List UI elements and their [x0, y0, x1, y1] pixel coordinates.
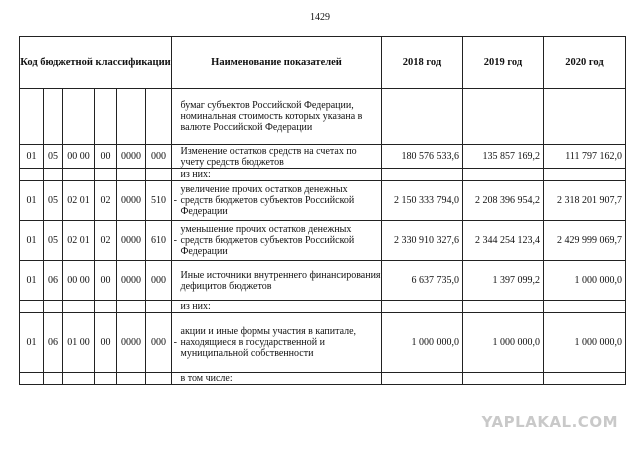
value-cell-2019: 2 208 396 954,2 — [463, 181, 544, 221]
indicator-name-cell: в том числе: — [179, 373, 382, 385]
table-row — [20, 301, 626, 313]
code-cell: 02 — [95, 221, 117, 261]
code-cell — [117, 301, 146, 313]
page-number: 1429 — [310, 12, 330, 23]
value-cell-2018: 2 330 910 327,6 — [382, 221, 463, 261]
dash-cell — [172, 301, 179, 313]
value-cell-2019 — [463, 301, 544, 313]
header-year-2018: 2018 год — [382, 37, 463, 89]
code-cell — [44, 301, 63, 313]
code-cell: 02 01 — [63, 221, 95, 261]
indicator-name-cell: уменьшение прочих остатков денежных средств бюджетов субъектов Российской Федерации — [179, 221, 382, 261]
code-cell — [95, 373, 117, 385]
indicator-name-cell: бумаг субъектов Российской Федерации, номинальная стоимость которых указана в валюте Российской Федерации — [179, 89, 382, 145]
code-cell: 0000 — [117, 181, 146, 221]
code-cell: 0000 — [117, 261, 146, 301]
table-row — [20, 181, 626, 221]
dash-cell: - — [172, 313, 179, 373]
code-cell — [95, 169, 117, 181]
code-cell — [63, 301, 95, 313]
value-cell-2020: 2 429 999 069,7 — [544, 221, 626, 261]
code-cell — [95, 301, 117, 313]
code-cell — [95, 89, 117, 145]
dash-cell — [172, 373, 179, 385]
code-cell — [44, 169, 63, 181]
code-cell: 00 — [95, 313, 117, 373]
value-cell-2020: 2 318 201 907,7 — [544, 181, 626, 221]
value-cell-2018: 180 576 533,6 — [382, 145, 463, 169]
value-cell-2019: 1 000 000,0 — [463, 313, 544, 373]
indicator-name-cell: Изменение остатков средств на счетах по учету средств бюджетов — [179, 145, 382, 169]
code-cell: 06 — [44, 313, 63, 373]
code-cell: 06 — [44, 261, 63, 301]
header-year-2019: 2019 год — [463, 37, 544, 89]
code-cell: 00 — [95, 261, 117, 301]
code-cell: 05 — [44, 181, 63, 221]
code-cell: 000 — [146, 145, 172, 169]
code-cell — [63, 373, 95, 385]
code-cell: 000 — [146, 261, 172, 301]
code-cell: 0000 — [117, 145, 146, 169]
code-cell: 00 — [95, 145, 117, 169]
budget-table — [19, 36, 626, 385]
dash-cell: - — [172, 181, 179, 221]
header-code-column: Код бюджетной классификации — [20, 37, 172, 89]
value-cell-2018: 2 150 333 794,0 — [382, 181, 463, 221]
code-cell: 00 00 — [63, 261, 95, 301]
code-cell: 02 — [95, 181, 117, 221]
table-row — [20, 89, 626, 145]
value-cell-2018: 6 637 735,0 — [382, 261, 463, 301]
indicator-name-cell: Иные источники внутреннего финансирования дефицитов бюджетов — [179, 261, 382, 301]
value-cell-2020: 1 000 000,0 — [544, 313, 626, 373]
dash-cell — [172, 89, 179, 145]
table-row — [20, 145, 626, 169]
indicator-name-cell: акции и иные формы участия в капитале, находящиеся в государственной и муниципальной собственности — [179, 313, 382, 373]
code-cell — [117, 373, 146, 385]
code-cell — [63, 169, 95, 181]
code-cell — [117, 89, 146, 145]
code-cell — [117, 169, 146, 181]
code-cell: 610 — [146, 221, 172, 261]
code-cell: 01 — [20, 181, 44, 221]
code-cell — [63, 89, 95, 145]
watermark-logo: YAPLAKAL.COM — [481, 413, 618, 431]
value-cell-2018 — [382, 89, 463, 145]
value-cell-2019: 2 344 254 123,4 — [463, 221, 544, 261]
value-cell-2019: 135 857 169,2 — [463, 145, 544, 169]
value-cell-2019: 1 397 099,2 — [463, 261, 544, 301]
value-cell-2020: 1 000 000,0 — [544, 261, 626, 301]
code-cell: 00 00 — [63, 145, 95, 169]
code-cell: 01 — [20, 313, 44, 373]
code-cell — [146, 373, 172, 385]
table-row — [20, 221, 626, 261]
code-cell: 01 — [20, 221, 44, 261]
value-cell-2020: 111 797 162,0 — [544, 145, 626, 169]
indicator-name-cell: из них: — [179, 301, 382, 313]
table-row — [20, 373, 626, 385]
value-cell-2019 — [463, 373, 544, 385]
code-cell: 01 00 — [63, 313, 95, 373]
code-cell: 510 — [146, 181, 172, 221]
dash-cell: - — [172, 221, 179, 261]
table-row — [20, 261, 626, 301]
value-cell-2020 — [544, 89, 626, 145]
header-year-2020: 2020 год — [544, 37, 626, 89]
indicator-name-cell: увеличение прочих остатков денежных средств бюджетов субъектов Российской Федерации — [179, 181, 382, 221]
value-cell-2018 — [382, 301, 463, 313]
code-cell: 01 — [20, 145, 44, 169]
code-cell: 01 — [20, 261, 44, 301]
value-cell-2018: 1 000 000,0 — [382, 313, 463, 373]
value-cell-2018 — [382, 373, 463, 385]
code-cell — [20, 89, 44, 145]
table-row — [20, 313, 626, 373]
value-cell-2020 — [544, 373, 626, 385]
value-cell-2018 — [382, 169, 463, 181]
indicator-name-cell: из них: — [179, 169, 382, 181]
table-header-row — [20, 37, 626, 89]
code-cell — [20, 301, 44, 313]
value-cell-2020 — [544, 301, 626, 313]
dash-cell — [172, 169, 179, 181]
header-name-column: Наименование показателей — [172, 37, 382, 89]
code-cell: 05 — [44, 145, 63, 169]
value-cell-2019 — [463, 169, 544, 181]
code-cell — [146, 301, 172, 313]
table-body — [20, 89, 626, 385]
code-cell — [20, 373, 44, 385]
code-cell: 0000 — [117, 221, 146, 261]
code-cell — [44, 89, 63, 145]
code-cell: 0000 — [117, 313, 146, 373]
code-cell: 02 01 — [63, 181, 95, 221]
code-cell — [20, 169, 44, 181]
dash-cell — [172, 145, 179, 169]
code-cell — [146, 89, 172, 145]
code-cell: 000 — [146, 313, 172, 373]
code-cell — [44, 373, 63, 385]
table-row — [20, 169, 626, 181]
code-cell — [146, 169, 172, 181]
value-cell-2020 — [544, 169, 626, 181]
value-cell-2019 — [463, 89, 544, 145]
dash-cell — [172, 261, 179, 301]
code-cell: 05 — [44, 221, 63, 261]
